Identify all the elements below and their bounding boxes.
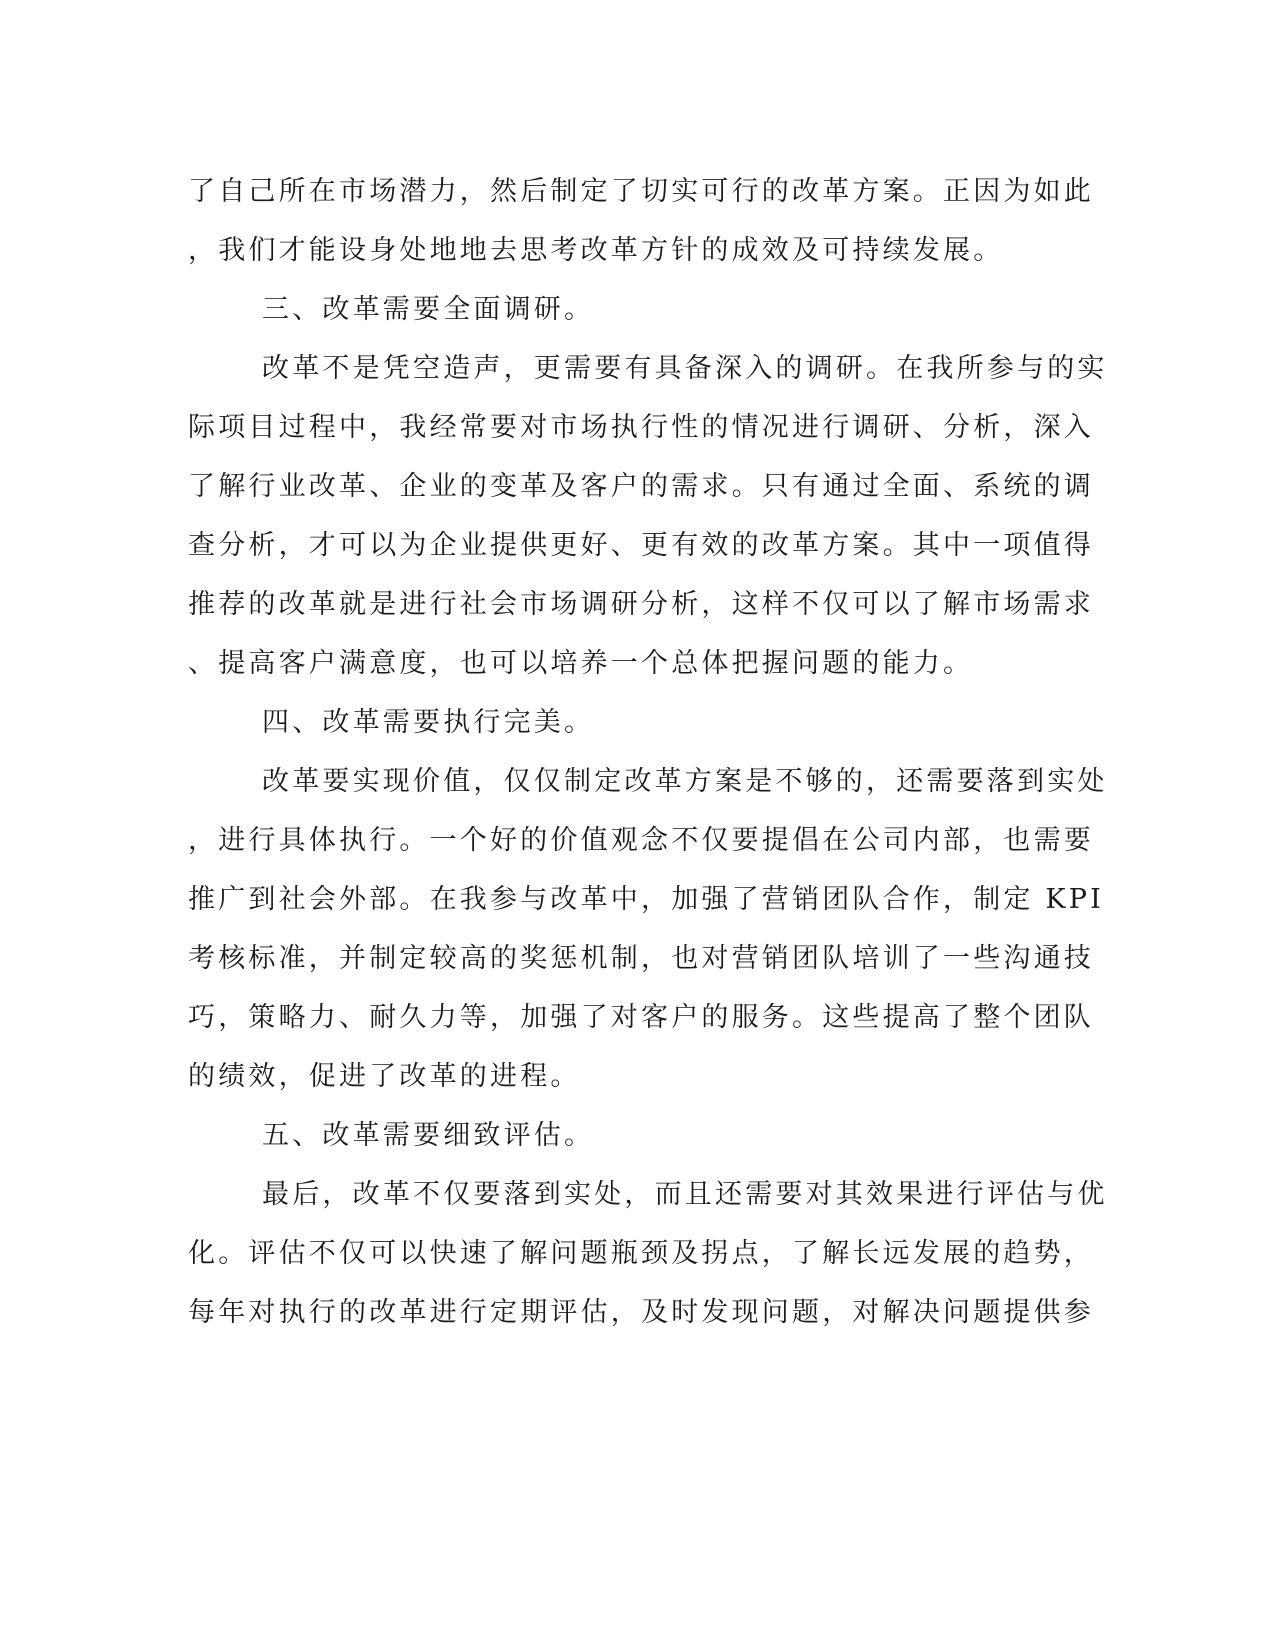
text-line: 巧，策略力、耐久力等，加强了对客户的服务。这些提高了整个团队 (188, 1002, 1094, 1033)
text-line: 化。评估不仅可以快速了解问题瓶颈及拐点，了解长远发展的趋势， (188, 1238, 1094, 1269)
text-line: 了自己所在市场潜力，然后制定了切实可行的改革方案。正因为如此 (188, 176, 1094, 207)
text-line: 改革不是凭空造声，更需要有具备深入的调研。在我所参与的实 (262, 353, 1108, 384)
text-line: 推荐的改革就是进行社会市场调研分析，这样不仅可以了解市场需求 (188, 589, 1094, 620)
text-line: 考核标准，并制定较高的奖惩机制，也对营销团队培训了一些沟通技 (188, 943, 1094, 974)
text-line: 了解行业改革、企业的变革及客户的需求。只有通过全面、系统的调 (188, 471, 1094, 502)
text-line: 改革要实现价值，仅仅制定改革方案是不够的，还需要落到实处 (262, 766, 1108, 797)
text-line: 际项目过程中，我经常要对市场执行性的情况进行调研、分析，深入 (188, 412, 1094, 443)
text-line: 最后，改革不仅要落到实处，而且还需要对其效果进行评估与优 (262, 1179, 1108, 1210)
text-line: ，进行具体执行。一个好的价值观念不仅要提倡在公司内部，也需要 (188, 825, 1094, 856)
section-heading: 三、改革需要全面调研。 (262, 294, 595, 325)
text-line: 每年对执行的改革进行定期评估，及时发现问题，对解决问题提供参 (188, 1297, 1094, 1328)
text-line: ，我们才能设身处地地去思考改革方针的成效及可持续发展。 (188, 235, 1004, 266)
text-line: 的绩效，促进了改革的进程。 (188, 1061, 581, 1092)
text-line: 推广到社会外部。在我参与改革中，加强了营销团队合作，制定 KPI (188, 884, 1104, 915)
section-heading: 四、改革需要执行完美。 (262, 707, 595, 738)
text-line: 、提高客户满意度，也可以培养一个总体把握问题的能力。 (188, 648, 974, 679)
section-heading: 五、改革需要细致评估。 (262, 1120, 595, 1151)
text-line: 查分析，才可以为企业提供更好、更有效的改革方案。其中一项值得 (188, 530, 1094, 561)
body-text (188, 162, 1108, 1342)
